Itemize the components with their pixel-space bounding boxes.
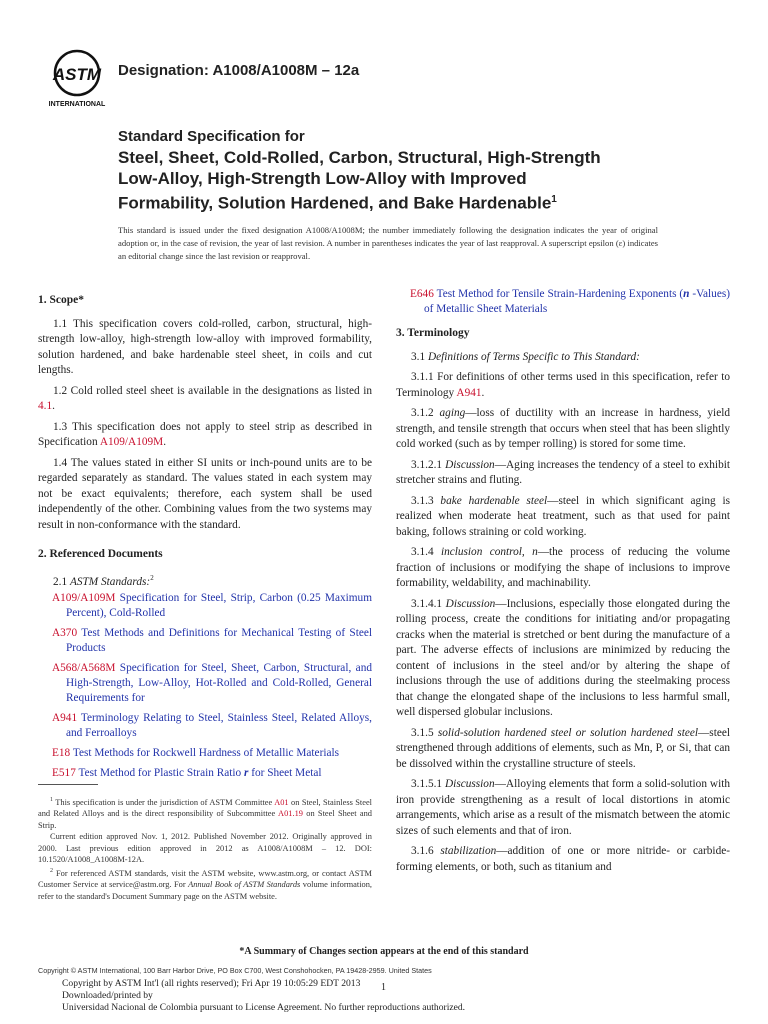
link-ref-code[interactable]: A568/A568M	[52, 661, 116, 674]
paragraph-3-1: 3.1 Definitions of Terms Specific to This Standard:	[411, 350, 640, 363]
license-notice	[62, 978, 465, 1014]
reference-item	[38, 766, 372, 781]
link-ref-title[interactable]: Terminology Relating to Steel, Stainless Steel, Related Alloys, and Ferroalloys	[66, 711, 372, 739]
link-ref-title[interactable]: Test Methods for Rockwell Hardness of Metallic Materials	[72, 746, 340, 759]
title-line-2: Low-Alloy, High-Strength Low-Alloy with Improved	[118, 169, 527, 188]
reference-item	[38, 661, 372, 706]
link-subcommittee-a01-19[interactable]: A01.19	[278, 809, 303, 819]
paragraph-3-1-5: 3.1.5 solid-solution hardened steel or solution hardened steel—steel strengthened through additions of elements, such as Mn, P, or Si, that can be dissolved within the crystalline structure of steels.	[396, 726, 730, 770]
link-ref-title[interactable]: Test Methods and Definitions for Mechanical Testing of Steel Products	[66, 626, 373, 654]
link-a941[interactable]: A941	[456, 386, 482, 399]
paragraph-3-1-4-1: 3.1.4.1 Discussion—Inclusions, especially those elongated during the rolling process, create the conditions for initiating and/or propagating cracks when the material is stretched or bent during the manufacture of a part. The adverse effects of inclusions are minimized by reducing the content of inclusions in the steel and/or by altering the shape of inclusions through the use of additions during the steelmaking process that change the elongated shape of the inclusions to less harmful small, well dispersed globular inclusions.	[396, 597, 731, 718]
paragraph-1-2: 1.2 Cold rolled steel sheet is available in the designations as listed in 4.1.	[38, 384, 372, 412]
title-pre: Standard Specification for	[118, 128, 305, 145]
section-heading-scope: 1. Scope*	[38, 294, 84, 306]
link-ref-code[interactable]: A941	[52, 711, 78, 724]
reference-item	[38, 626, 372, 656]
left-column	[38, 287, 372, 786]
section-heading-referenced-documents: 2. Referenced Documents	[38, 548, 163, 560]
license-line-1: Copyright by ASTM Int'l (all rights reserved); Fri Apr 19 10:05:29 EDT 2013	[62, 978, 361, 989]
paragraph-3-1-6: 3.1.6 stabilization—addition of one or more nitride- or carbide-forming elements, or both, such as titanium and	[396, 845, 730, 873]
paragraph-1-4: 1.4 The values stated in either SI units or inch-pound units are to be regarded separately as standard. The values stated in each system may not be exact equivalents; therefore, each system shall be used independently of the other. Combining values from the two systems may result in non-conformance with the standard.	[38, 456, 372, 531]
paragraph-3-1-2: 3.1.2 aging—loss of ductility with an increase in hardness, yield strength, and tensile strength that occurs when steel that has been slightly cold worked (such as by temper rolling) is stored for some time.	[396, 407, 730, 450]
link-ref-code[interactable]: A370	[52, 626, 78, 639]
paragraph-1-3: 1.3 This specification does not apply to steel strip as described in Specification A109/A109M.	[38, 420, 372, 448]
footnotes	[38, 795, 372, 902]
paragraph-2-1: 2.1 ASTM Standards:$^2$	[53, 573, 154, 588]
document-title	[118, 126, 718, 214]
footnote-divider	[38, 784, 98, 785]
link-ref-title[interactable]: Test Method for Tensile Strain-Hardening Exponents (n -Values) of Metallic Sheet Materials	[424, 288, 731, 315]
title-line-3: Formability, Solution Hardened, and Bake Hardenable$^1$	[118, 193, 557, 213]
license-line-2: Downloaded/printed by	[62, 990, 153, 1001]
page-number: 1	[381, 982, 386, 993]
footnote-1: $^1$ This specification is under the jurisdiction of ASTM Committee A01 on Steel, Stainless Steel and Related Alloys and is the direct responsibility of Subcommittee A01.19 on Steel Sheet and Strip.	[38, 797, 372, 830]
link-section-4-1[interactable]: 4.1	[38, 400, 53, 412]
reference-item	[396, 287, 730, 317]
link-ref-title[interactable]: Specification for Steel, Sheet, Carbon, Structural, and High-Strength, Low-Alloy, Hot-Rolled and Cold-Rolled, General Requirements for	[66, 661, 372, 704]
copyright-line: Copyright © ASTM International, 100 Barr Harbor Drive, PO Box C700, West Conshohocken, PA 19428-2959. United States	[38, 966, 432, 975]
license-line-3: Universidad Nacional de Colombia pursuant to License Agreement. No further reproductions authorized.	[62, 1002, 466, 1013]
paragraph-3-1-2-1: 3.1.2.1 Discussion—Aging increases the tendency of a steel to exhibit stretcher strains and fluting.	[396, 458, 730, 486]
reference-item	[38, 591, 372, 621]
link-a109[interactable]: A109/A109M	[99, 436, 164, 448]
issue-notice: This standard is issued under the fixed designation A1008/A1008M; the number immediately following the designation indicates the year of original adoption or, in the case of revision, the year of last revision. A number in parentheses indicates the year of last reapproval. A superscript epsilon (ε) indicates an editorial change since the last revision or reapproval.	[118, 225, 658, 261]
link-ref-code[interactable]: E18	[52, 746, 71, 759]
paragraph-3-1-1: 3.1.1 For definitions of other terms used in this specification, refer to Terminology A941.	[396, 371, 730, 399]
title-line-1: Steel, Sheet, Cold-Rolled, Carbon, Structural, High-Strength	[118, 148, 601, 167]
paragraph-1-1: 1.1 This specification covers cold-rolled, carbon, structural, high-strength low-alloy, high-strength low-alloy with improved formability, solution hardened, and bake hardenable steel sheet, in coils and cut lengths.	[38, 317, 372, 376]
designation: Designation: A1008/A1008M – 12a	[118, 62, 360, 79]
section-heading-terminology: 3. Terminology	[396, 327, 470, 339]
astm-logo	[42, 48, 112, 108]
svg-text:INTERNATIONAL: INTERNATIONAL	[48, 101, 106, 108]
link-ref-title[interactable]: Test Method for Plastic Strain Ratio r for Sheet Metal	[78, 766, 322, 779]
reference-item	[38, 746, 372, 761]
reference-item	[38, 711, 372, 741]
footnote-1-edition: Current edition approved Nov. 1, 2012. Published November 2012. Originally approved in 2000. Last previous edition approved in 2012 as A1008/A1008M – 12. DOI: 10.1520/A1008_A1008M-12A.	[38, 832, 372, 865]
paragraph-3-1-3: 3.1.3 bake hardenable steel—steel in which significant aging is realized when moderate heat treatment, such as that used for paint baking, follows straining or cold working.	[396, 494, 730, 538]
paragraph-3-1-4: 3.1.4 inclusion control, n—the process of reducing the volume fraction of inclusions or modifying the shape of inclusions to improve formability, weldability, and machinability.	[396, 546, 730, 589]
link-committee-a01[interactable]: A01	[274, 797, 289, 807]
link-ref-code[interactable]: E517	[52, 766, 76, 779]
paragraph-3-1-5-1: 3.1.5.1 Discussion—Alloying elements that form a solid-solution with iron provide strengthening as a result of local distortions in atomic arrangements, which arise as a result of the mismatch between the atomic sizes of such elements and that of iron.	[396, 778, 731, 837]
svg-text:ASTM: ASTM	[52, 65, 102, 84]
link-ref-code[interactable]: A109/A109M	[52, 591, 116, 604]
link-ref-title[interactable]: Specification for Steel, Strip, Carbon (0.25 Maximum Percent), Cold-Rolled	[66, 591, 372, 619]
summary-of-changes-note: *A Summary of Changes section appears at the end of this standard	[239, 946, 529, 957]
footnote-2: $^2$ For referenced ASTM standards, visit the ASTM website, www.astm.org, or contact ASTM Customer Service at service@astm.org. For Annual Book of ASTM Standards volume information, refer to the standard's Document Summary page on the ASTM website.	[38, 867, 373, 901]
link-ref-code[interactable]: E646	[410, 288, 434, 300]
title-footnote-mark: 1	[551, 194, 557, 205]
right-column	[396, 287, 730, 880]
